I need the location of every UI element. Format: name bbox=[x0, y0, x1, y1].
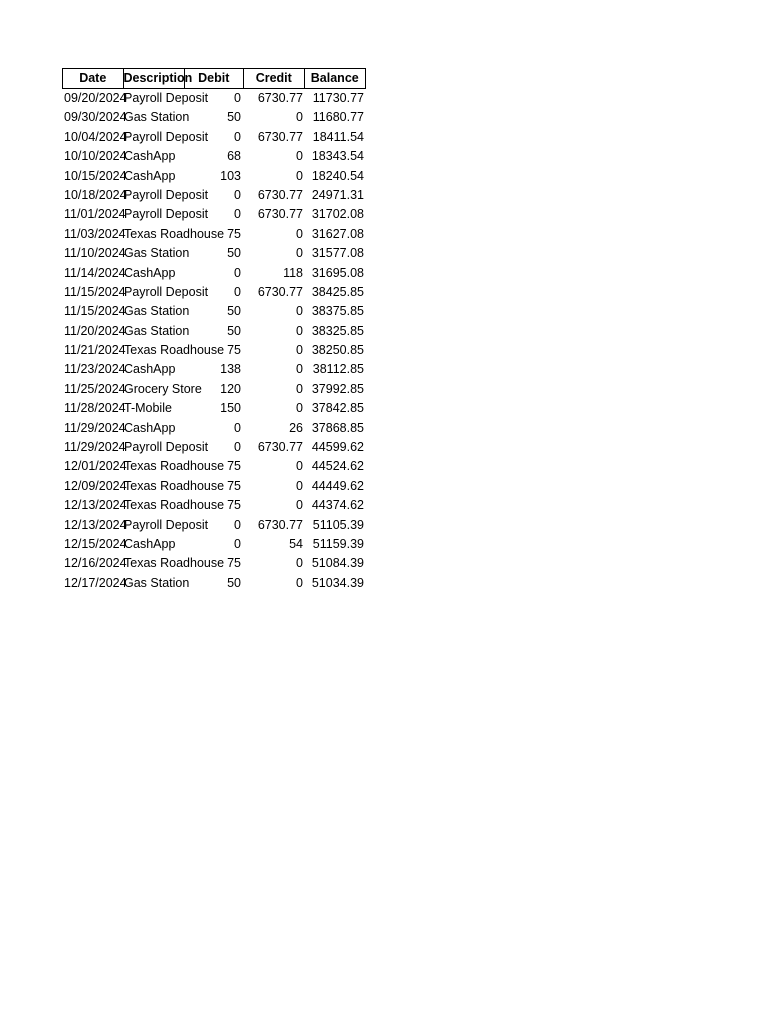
cell-credit[interactable]: 6730.77 bbox=[257, 207, 303, 222]
cell-credit[interactable]: 118 bbox=[283, 265, 303, 280]
cell-credit[interactable]: 0 bbox=[296, 478, 303, 493]
cell-date[interactable]: 10/10/2024 bbox=[64, 149, 127, 164]
cell-debit[interactable]: 75 bbox=[227, 498, 241, 513]
cell-credit[interactable]: 6730.77 bbox=[257, 284, 303, 299]
cell-debit[interactable]: 50 bbox=[227, 575, 241, 590]
cell-debit[interactable]: 0 bbox=[234, 284, 241, 299]
table-row bbox=[62, 264, 366, 283]
cell-balance[interactable]: 31695.08 bbox=[311, 265, 364, 280]
cell-credit[interactable]: 0 bbox=[296, 459, 303, 474]
table-row bbox=[62, 457, 366, 476]
cell-debit[interactable]: 103 bbox=[220, 168, 241, 183]
cell-balance[interactable]: 37868.85 bbox=[311, 420, 364, 435]
table-row bbox=[62, 516, 366, 535]
table-row bbox=[62, 477, 366, 496]
cell-debit[interactable]: 50 bbox=[227, 110, 241, 125]
cell-credit[interactable]: 0 bbox=[296, 575, 303, 590]
cell-date[interactable]: 11/29/2024 bbox=[64, 420, 126, 435]
header-balance[interactable]: Balance bbox=[310, 71, 359, 85]
cell-debit[interactable]: 75 bbox=[227, 226, 241, 241]
table-row bbox=[62, 167, 366, 186]
cell-description[interactable]: Payroll Deposit bbox=[124, 440, 209, 455]
cell-credit[interactable]: 0 bbox=[296, 381, 303, 396]
cell-credit[interactable]: 6730.77 bbox=[257, 187, 303, 202]
cell-date[interactable]: 11/28/2024 bbox=[64, 401, 126, 416]
cell-balance[interactable]: 51034.39 bbox=[311, 575, 364, 590]
cell-date[interactable]: 11/25/2024 bbox=[64, 381, 126, 396]
cell-credit[interactable]: 6730.77 bbox=[257, 517, 303, 532]
cell-date[interactable]: 11/10/2024 bbox=[64, 246, 126, 261]
cell-balance[interactable]: 44599.62 bbox=[311, 440, 364, 455]
cell-date[interactable]: 12/13/2024 bbox=[64, 517, 127, 532]
cell-description[interactable]: Gas Station bbox=[124, 246, 190, 261]
cell-debit[interactable]: 75 bbox=[227, 556, 241, 571]
cell-date[interactable]: 09/20/2024 bbox=[64, 91, 127, 105]
cell-description[interactable]: Texas Roadhouse bbox=[124, 556, 225, 571]
cell-debit[interactable]: 75 bbox=[227, 478, 241, 493]
cell-debit[interactable]: 50 bbox=[227, 246, 241, 261]
cell-balance[interactable]: 38325.85 bbox=[311, 323, 364, 338]
cell-description[interactable]: Gas Station bbox=[124, 323, 190, 338]
cell-debit[interactable]: 50 bbox=[227, 304, 241, 319]
table-row bbox=[62, 341, 366, 360]
cell-description[interactable]: T-Mobile bbox=[124, 401, 172, 416]
cell-debit[interactable]: 75 bbox=[227, 343, 241, 358]
table-row bbox=[62, 496, 366, 515]
cell-description[interactable]: Grocery Store bbox=[124, 381, 202, 396]
cell-balance[interactable]: 18411.54 bbox=[312, 129, 364, 144]
table-row bbox=[62, 535, 366, 554]
cell-debit[interactable]: 50 bbox=[227, 323, 241, 338]
cell-debit[interactable]: 0 bbox=[234, 536, 241, 551]
table-row bbox=[62, 302, 366, 321]
cell-date[interactable]: 11/23/2024 bbox=[64, 362, 126, 377]
cell-balance[interactable]: 51105.39 bbox=[312, 517, 364, 532]
table-row bbox=[62, 108, 366, 127]
cell-date[interactable]: 10/15/2024 bbox=[64, 168, 127, 183]
cell-balance[interactable]: 51159.39 bbox=[312, 536, 364, 551]
table-row bbox=[62, 186, 366, 205]
cell-balance[interactable]: 38425.85 bbox=[311, 284, 364, 299]
cell-date[interactable]: 11/29/2024 bbox=[64, 440, 126, 455]
cell-credit[interactable]: 26 bbox=[289, 420, 303, 435]
cell-balance[interactable]: 11680.77 bbox=[312, 110, 364, 125]
cell-description[interactable]: Gas Station bbox=[124, 304, 190, 319]
cell-credit[interactable]: 0 bbox=[296, 149, 303, 164]
cell-credit[interactable]: 0 bbox=[296, 362, 303, 377]
cell-credit[interactable]: 0 bbox=[296, 323, 303, 338]
cell-balance[interactable]: 44374.62 bbox=[311, 498, 364, 513]
cell-description[interactable]: Texas Roadhouse bbox=[124, 226, 225, 241]
cell-debit[interactable]: 75 bbox=[227, 459, 241, 474]
cell-date[interactable]: 12/17/2024 bbox=[64, 575, 127, 590]
cell-description[interactable]: Gas Station bbox=[124, 575, 190, 590]
cell-date[interactable]: 12/01/2024 bbox=[64, 459, 127, 474]
cell-date[interactable]: 12/16/2024 bbox=[64, 556, 127, 571]
cell-balance[interactable]: 18240.54 bbox=[311, 168, 364, 183]
table-row bbox=[62, 399, 366, 418]
table-row bbox=[62, 574, 366, 593]
cell-credit[interactable]: 0 bbox=[296, 304, 303, 319]
cell-description[interactable]: Payroll Deposit bbox=[124, 187, 209, 202]
cell-description[interactable]: CashApp bbox=[124, 420, 176, 435]
cell-balance[interactable]: 38112.85 bbox=[312, 362, 364, 377]
cell-credit[interactable]: 0 bbox=[296, 110, 303, 125]
table-row bbox=[62, 89, 366, 108]
cell-credit[interactable]: 0 bbox=[296, 401, 303, 416]
header-credit[interactable]: Credit bbox=[244, 69, 305, 88]
cell-date[interactable]: 11/20/2024 bbox=[64, 323, 126, 338]
cell-credit[interactable]: 0 bbox=[296, 343, 303, 358]
table-row bbox=[62, 554, 366, 573]
cell-date[interactable]: 12/15/2024 bbox=[64, 536, 127, 551]
cell-credit[interactable]: 6730.77 bbox=[257, 440, 303, 455]
cell-balance[interactable]: 31627.08 bbox=[311, 226, 364, 241]
table-row bbox=[62, 147, 366, 166]
cell-date[interactable]: 11/15/2024 bbox=[64, 304, 126, 319]
cell-balance[interactable]: 24971.31 bbox=[311, 187, 364, 202]
cell-debit[interactable]: 0 bbox=[234, 187, 241, 202]
cell-balance[interactable]: 31702.08 bbox=[311, 207, 364, 222]
table-row bbox=[62, 438, 366, 457]
cell-date[interactable]: 11/14/2024 bbox=[64, 265, 126, 280]
cell-balance[interactable]: 37842.85 bbox=[311, 401, 364, 416]
cell-debit[interactable]: 138 bbox=[220, 362, 241, 377]
table-row bbox=[62, 205, 366, 224]
header-date[interactable]: Date bbox=[63, 69, 124, 88]
table-row bbox=[62, 283, 366, 302]
cell-balance[interactable]: 11730.77 bbox=[312, 91, 364, 105]
cell-description[interactable]: Texas Roadhouse bbox=[124, 343, 225, 358]
transaction-rows bbox=[62, 89, 366, 593]
cell-balance[interactable]: 31577.08 bbox=[311, 246, 364, 261]
cell-description[interactable]: Payroll Deposit bbox=[124, 517, 209, 532]
cell-debit[interactable]: 0 bbox=[234, 420, 241, 435]
cell-balance[interactable]: 44449.62 bbox=[311, 478, 364, 493]
cell-debit[interactable]: 0 bbox=[234, 91, 241, 105]
cell-date[interactable]: 12/13/2024 bbox=[64, 498, 127, 513]
cell-description[interactable]: Texas Roadhouse bbox=[124, 498, 225, 513]
cell-date[interactable]: 11/01/2024 bbox=[64, 207, 126, 222]
cell-credit[interactable]: 0 bbox=[296, 246, 303, 261]
cell-balance[interactable]: 38250.85 bbox=[311, 343, 364, 358]
table-row bbox=[62, 360, 366, 379]
cell-balance[interactable]: 44524.62 bbox=[311, 459, 364, 474]
table-row bbox=[62, 380, 366, 399]
cell-description[interactable]: CashApp bbox=[124, 265, 176, 280]
cell-description[interactable]: Payroll Deposit bbox=[124, 129, 209, 144]
table-row bbox=[62, 419, 366, 438]
cell-balance[interactable]: 51084.39 bbox=[311, 556, 364, 571]
table-row bbox=[62, 322, 366, 341]
cell-debit[interactable]: 68 bbox=[227, 149, 241, 164]
cell-credit[interactable]: 0 bbox=[296, 556, 303, 571]
cell-description[interactable]: Payroll Deposit bbox=[124, 91, 209, 105]
cell-debit[interactable]: 0 bbox=[234, 207, 241, 222]
header-description[interactable]: Description bbox=[124, 69, 185, 88]
cell-description[interactable]: Texas Roadhouse bbox=[124, 459, 225, 474]
cell-description[interactable]: Payroll Deposit bbox=[124, 284, 209, 299]
cell-description[interactable]: Payroll Deposit bbox=[124, 207, 209, 222]
cell-date[interactable]: 09/30/2024 bbox=[64, 110, 127, 125]
cell-date[interactable]: 10/04/2024 bbox=[64, 129, 127, 144]
cell-debit[interactable]: 0 bbox=[234, 265, 241, 280]
cell-debit[interactable]: 0 bbox=[234, 517, 241, 532]
cell-date[interactable]: 12/09/2024 bbox=[64, 478, 127, 493]
cell-credit[interactable]: 54 bbox=[289, 536, 303, 551]
cell-credit[interactable]: 6730.77 bbox=[257, 129, 303, 144]
cell-balance[interactable]: 18343.54 bbox=[311, 149, 364, 164]
cell-description[interactable]: CashApp bbox=[124, 168, 176, 183]
cell-description[interactable]: Gas Station bbox=[124, 110, 190, 125]
cell-description[interactable]: CashApp bbox=[124, 149, 176, 164]
transaction-sheet bbox=[62, 68, 366, 593]
table-row bbox=[62, 225, 366, 244]
cell-credit[interactable]: 6730.77 bbox=[257, 91, 303, 105]
header-debit[interactable]: Debit bbox=[185, 69, 245, 88]
cell-debit[interactable]: 0 bbox=[234, 129, 241, 144]
cell-credit[interactable]: 0 bbox=[296, 226, 303, 241]
cell-credit[interactable]: 0 bbox=[296, 498, 303, 513]
table-row bbox=[62, 244, 366, 263]
cell-date[interactable]: 11/03/2024 bbox=[64, 226, 126, 241]
cell-description[interactable]: CashApp bbox=[124, 536, 176, 551]
cell-description[interactable]: CashApp bbox=[124, 362, 176, 377]
cell-date[interactable]: 10/18/2024 bbox=[64, 187, 127, 202]
table-row bbox=[62, 128, 366, 147]
cell-date[interactable]: 11/21/2024 bbox=[64, 343, 126, 358]
cell-description[interactable]: Texas Roadhouse bbox=[124, 478, 225, 493]
cell-debit[interactable]: 0 bbox=[234, 440, 241, 455]
cell-debit[interactable]: 150 bbox=[220, 401, 241, 416]
cell-credit[interactable]: 0 bbox=[296, 168, 303, 183]
cell-balance[interactable]: 37992.85 bbox=[311, 381, 364, 396]
cell-balance[interactable]: 38375.85 bbox=[311, 304, 364, 319]
header-row bbox=[62, 68, 366, 89]
cell-date[interactable]: 11/15/2024 bbox=[64, 284, 126, 299]
cell-debit[interactable]: 120 bbox=[220, 381, 241, 396]
